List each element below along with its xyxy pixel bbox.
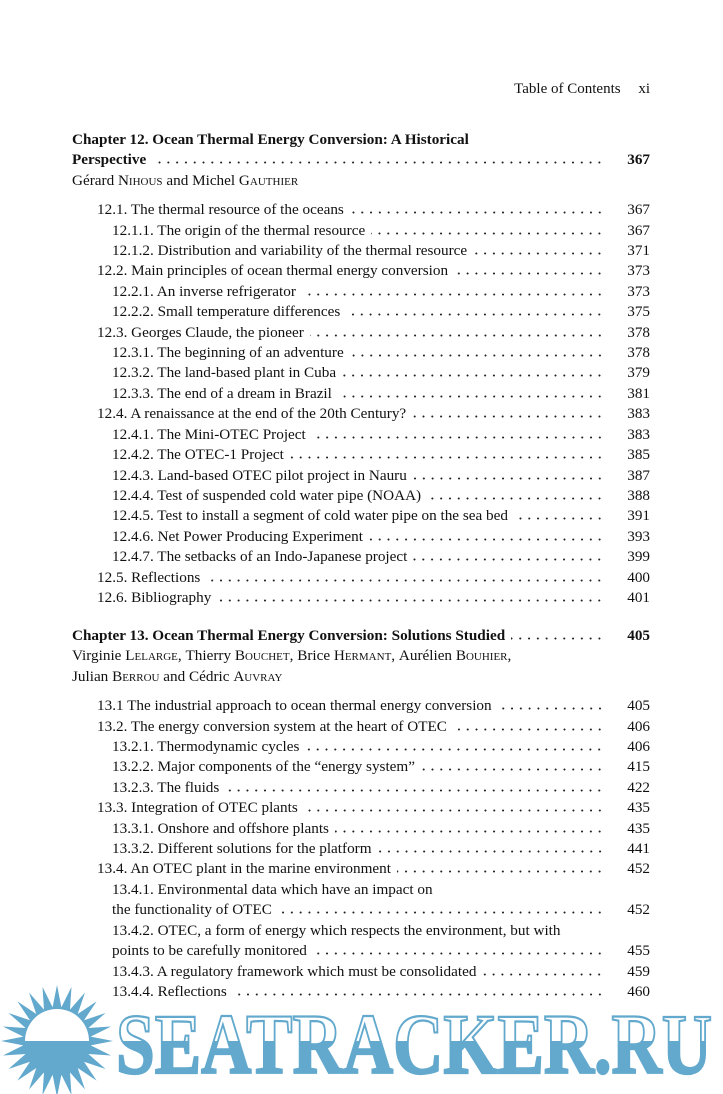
toc-entry[interactable] [72, 404, 650, 424]
toc-entry-title: 13.3.2. Different solutions for the platform [112, 840, 372, 858]
toc-entry[interactable] [72, 880, 650, 900]
page-number: 422 [627, 778, 650, 796]
toc-entry[interactable] [72, 527, 650, 547]
dot-leader [152, 161, 604, 164]
toc-entry-title: 13.3.1. Onshore and offshore plants [112, 819, 329, 837]
toc-entry[interactable] [72, 425, 650, 445]
page-number: 400 [627, 568, 650, 586]
page-folio: xi [638, 81, 650, 97]
author-given-name: Cédric [189, 667, 230, 685]
dot-leader [312, 436, 604, 439]
sun-logo-icon [1, 985, 113, 1094]
chapter-title-text: Perspective [72, 151, 147, 169]
page-number: 441 [627, 840, 650, 858]
page-number: 401 [627, 588, 650, 606]
toc-entry-title: 12.6. Bibliography [97, 588, 212, 606]
dot-leader [313, 952, 604, 955]
toc-entry[interactable] [72, 568, 650, 588]
dot-leader [421, 768, 604, 771]
toc-entry-title: 12.4.7. The setbacks of an Indo-Japanese project [112, 548, 408, 566]
author-given-name: Virginie [72, 647, 122, 665]
page-number: 460 [627, 982, 650, 1000]
page-number: 379 [627, 364, 650, 382]
author-given-name: Aurélien [398, 647, 453, 665]
dot-leader [369, 538, 604, 541]
toc-entry[interactable] [72, 363, 650, 383]
dot-leader [278, 911, 604, 914]
chapter-title-line[interactable] [72, 626, 650, 646]
dot-leader [412, 415, 604, 418]
dot-leader [302, 293, 604, 296]
dot-leader [473, 252, 604, 255]
dot-leader [350, 211, 604, 214]
toc-entry-title: 13.2.2. Major components of the “energy system” [112, 758, 415, 776]
author-family-name: Gauthier [238, 171, 299, 189]
chapter-title-text: Chapter 13. Ocean Thermal Energy Conversion: Solutions Studied [72, 627, 506, 644]
author-separator: , [391, 647, 399, 665]
toc-entry[interactable] [72, 900, 650, 920]
author-family-name: Nihous [117, 171, 163, 189]
dot-leader [427, 497, 604, 500]
toc-entry-title: 12.3.3. The end of a dream in Brazil [112, 384, 332, 402]
toc-entry[interactable] [72, 466, 650, 486]
dot-leader [454, 272, 604, 275]
toc-entry-title: 12.2.1. An inverse refrigerator [112, 282, 296, 300]
chapter-13-toc [72, 626, 650, 1002]
page-number: 373 [627, 262, 650, 280]
toc-entry-title: 13.1 The industrial approach to ocean thermal energy conversion [97, 697, 492, 715]
author-given-name: Michel [192, 171, 236, 189]
page-number: 367 [627, 201, 650, 219]
toc-entry[interactable] [72, 717, 650, 737]
running-header [514, 81, 650, 98]
toc-entry-title: 12.1.1. The origin of the thermal resource [112, 221, 366, 239]
toc-entry-title: 12.1. The thermal resource of the oceans [97, 201, 344, 219]
toc-entry-title: 13.4.1. Environmental data which have an impact on [112, 880, 433, 898]
dot-leader [342, 374, 604, 377]
watermark-text: SEATRACKER.RU [116, 996, 712, 1092]
page-number: 452 [627, 901, 650, 919]
author-separator: and [162, 171, 193, 189]
dot-leader [511, 637, 604, 640]
page-number: 415 [627, 758, 650, 776]
dot-leader [350, 354, 604, 357]
toc-entry-title: 12.4.3. Land-based OTEC pilot project in Nauru [112, 466, 407, 484]
toc-entry[interactable] [72, 241, 650, 261]
author-family-name: Auvray [233, 667, 283, 685]
page-number: 387 [627, 466, 650, 484]
toc-entry[interactable] [72, 445, 650, 465]
chapter-title-line[interactable] [72, 150, 650, 170]
page-number: 452 [627, 860, 650, 878]
page-number: 435 [627, 819, 650, 837]
seatracker-watermark [0, 985, 723, 1094]
chapter-title-text: Chapter 12. Ocean Thermal Energy Conversion: A Historical [72, 131, 469, 148]
dot-leader [346, 313, 604, 316]
page-number: 378 [627, 323, 650, 341]
toc-entry[interactable] [72, 859, 650, 879]
author-line [72, 667, 650, 687]
dot-leader [338, 395, 604, 398]
page-number: 367 [627, 221, 650, 239]
dot-leader [482, 973, 604, 976]
dot-leader [498, 707, 604, 710]
page-number: 371 [627, 242, 650, 260]
toc-entry[interactable] [72, 506, 650, 526]
toc-entry[interactable] [72, 941, 650, 961]
toc-entry-title: 12.3. Georges Claude, the pioneer [97, 323, 304, 341]
toc-entry-title: 13.2.3. The fluids [112, 778, 220, 796]
toc-entry-title: 13.2. The energy conversion system at the heart of OTEC [97, 717, 447, 735]
toc-entry[interactable] [72, 221, 650, 241]
toc-entry[interactable] [72, 302, 650, 322]
author-line [72, 646, 650, 666]
author-given-name: Thierry [185, 647, 232, 665]
toc-entry[interactable] [72, 696, 650, 716]
toc-entry-title: 12.1.2. Distribution and variability of the thermal resource [112, 242, 468, 260]
author-separator: and [159, 667, 190, 685]
dot-leader [397, 870, 604, 873]
toc-entry[interactable] [72, 819, 650, 839]
dot-leader [378, 850, 604, 853]
toc-entry-title: 12.4.4. Test of suspended cold water pipe (NOAA) [112, 486, 422, 504]
dot-leader [335, 830, 604, 833]
dot-leader [514, 517, 604, 520]
chapter-title-line[interactable] [72, 130, 650, 150]
page-number: 383 [627, 425, 650, 443]
toc-entry[interactable] [72, 588, 650, 608]
author-separator: , [289, 647, 298, 665]
page-number: 383 [627, 405, 650, 423]
toc-entry[interactable] [72, 343, 650, 363]
toc-entry[interactable] [72, 962, 650, 982]
toc-entry-title: 12.3.1. The beginning of an adventure [112, 344, 344, 362]
page-number: 375 [627, 303, 650, 321]
toc-entry-title: points to be carefully monitored [112, 942, 307, 960]
toc-entry-title: 12.4.2. The OTEC-1 Project [112, 446, 284, 464]
page-number: 405 [627, 697, 650, 715]
toc-entry-title: 13.4.4. Reflections [112, 982, 227, 1000]
dot-leader [453, 728, 604, 731]
author-given-name: Julian [72, 667, 109, 685]
author-separator: , [177, 647, 186, 665]
toc-entry[interactable] [72, 737, 650, 757]
author-given-name: Brice [297, 647, 331, 665]
dot-leader [206, 579, 604, 582]
chapter-12-toc [72, 130, 650, 608]
toc-entry-title: 12.2. Main principles of ocean thermal energy conversion [97, 262, 449, 280]
toc-entry-title: 12.4.1. The Mini-OTEC Project [112, 425, 306, 443]
running-header-title: Table of Contents [514, 81, 621, 97]
toc-entry-title: the functionality of OTEC [112, 901, 272, 919]
toc-entry-title: 12.4. A renaissance at the end of the 20th Century? [97, 405, 407, 423]
page-number: 406 [627, 717, 650, 735]
toc-entry[interactable] [72, 921, 650, 941]
page-number: 406 [627, 738, 650, 756]
toc-entry-title: 13.4.3. A regulatory framework which must be consolidated [112, 962, 477, 980]
author-separator: , [507, 647, 512, 665]
dot-leader [413, 558, 604, 561]
page-number: 391 [627, 507, 650, 525]
page-number: 367 [627, 151, 650, 169]
toc-entry-title: 12.2.2. Small temperature differences [112, 303, 341, 321]
toc-entry[interactable] [72, 323, 650, 343]
author-line [72, 171, 650, 191]
dot-leader [413, 477, 604, 480]
toc-entry[interactable] [72, 547, 650, 567]
author-family-name: Berrou [112, 667, 160, 685]
toc-entry[interactable] [72, 778, 650, 798]
author-given-name: Gérard [72, 171, 115, 189]
toc-entry-title: 13.4.2. OTEC, a form of energy which respects the environment, but with [112, 921, 561, 939]
toc-entry-title: 13.2.1. Thermodynamic cycles [112, 738, 300, 756]
toc-entry[interactable] [72, 839, 650, 859]
dot-leader [217, 599, 604, 602]
page-number: 388 [627, 486, 650, 504]
dot-leader [305, 748, 604, 751]
dot-leader [310, 334, 604, 337]
page-number: 378 [627, 344, 650, 362]
toc-entry[interactable] [72, 798, 650, 818]
toc-entry-title: 12.4.5. Test to install a segment of cold water pipe on the sea bed [112, 507, 508, 525]
dot-leader [371, 232, 604, 235]
toc-entry[interactable] [72, 282, 650, 302]
author-family-name: Bouchet [234, 647, 290, 665]
toc-entry-title: 13.3. Integration of OTEC plants [97, 799, 298, 817]
toc-entry-title: 12.5. Reflections [97, 568, 201, 586]
page-number: 381 [627, 384, 650, 402]
toc-entry[interactable] [72, 200, 650, 220]
toc-entry[interactable] [72, 384, 650, 404]
author-family-name: Hermant [333, 647, 392, 665]
toc-entry-title: 12.4.6. Net Power Producing Experiment [112, 527, 363, 545]
toc-entry-title: 13.4. An OTEC plant in the marine environment [97, 860, 391, 878]
dot-leader [290, 456, 604, 459]
toc-entry[interactable] [72, 486, 650, 506]
page-number: 373 [627, 282, 650, 300]
toc-entry[interactable] [72, 757, 650, 777]
author-family-name: Bouhier [455, 647, 508, 665]
page-number: 385 [627, 446, 650, 464]
page-number: 405 [627, 627, 650, 644]
toc-entry-title: 12.3.2. The land-based plant in Cuba [112, 364, 337, 382]
page-number: 459 [627, 962, 650, 980]
page-number: 435 [627, 799, 650, 817]
toc-entry[interactable] [72, 261, 650, 281]
author-family-name: Lelarge [125, 647, 178, 665]
page-number: 393 [627, 527, 650, 545]
dot-leader [225, 789, 604, 792]
page-number: 399 [627, 548, 650, 566]
page-number: 455 [627, 942, 650, 960]
dot-leader [304, 809, 604, 812]
